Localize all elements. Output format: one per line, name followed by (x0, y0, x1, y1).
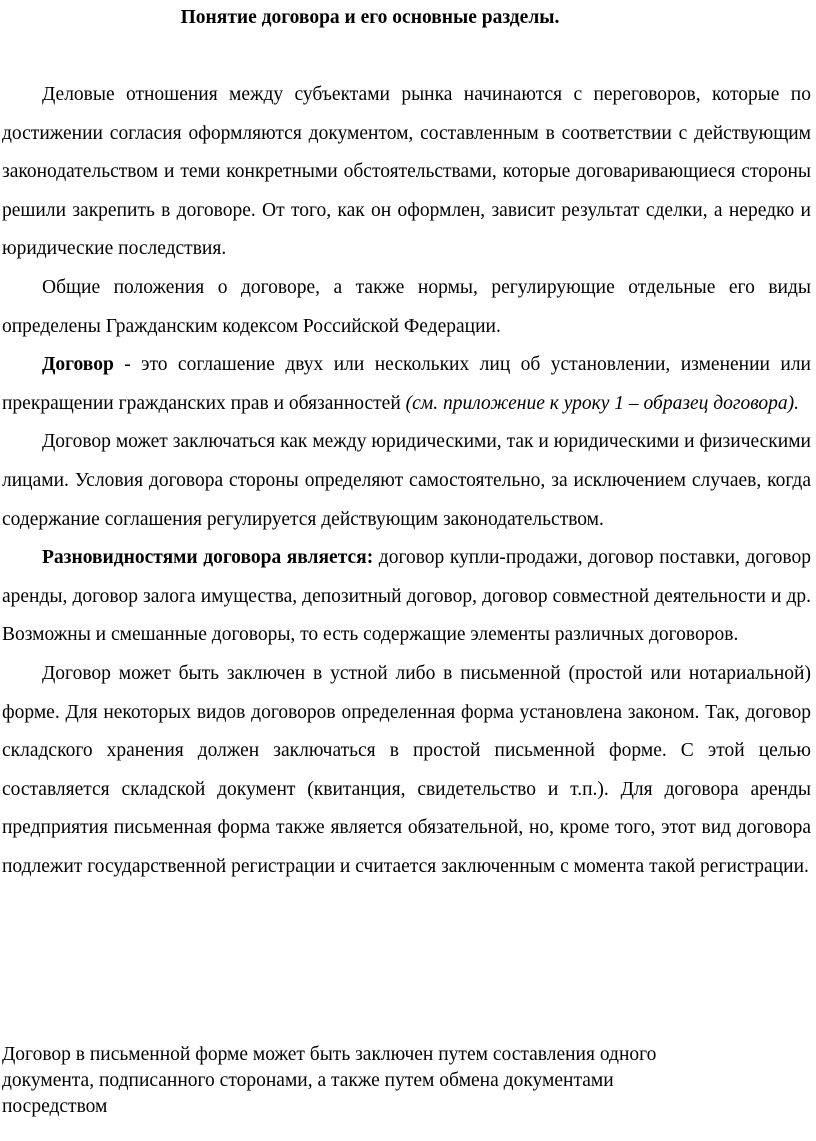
term-contract-types: Разновидностями договора является: (42, 547, 374, 569)
appendix-note: (см. приложение к уроку 1 – образец договора). (405, 392, 800, 414)
definition-text: - это соглашение двух или нескольких лиц об установлении, изменении или прекращении гражданских прав и обязанностей (2, 354, 811, 414)
contract-types-text: договор купли-продажи, договор поставки, договор аренды, договор залога имущества, депозитный договор, договор совместной деятельности и др. Возможны и смешанные договоры, то есть содержащие элементы различных договоров. (2, 547, 811, 646)
paragraph-general-provisions: Общие положения о договоре, а также нормы, регулирующие отдельные его виды определены Гражданским кодексом Российской Федерации. (2, 276, 811, 337)
paragraph-contract-parties: Договор может заключаться как между юридическими, так и юридическими и физическими лицами. Условия договора стороны определяют самостоятельно, за исключением случаев, когда содержание соглашения регулируется действующим законодательством. (2, 431, 811, 530)
tail-line-1: Договор в письменной форме может быть заключен путем составления одного (2, 1044, 657, 1065)
paragraph-contract-types (2, 539, 811, 655)
document-body (2, 76, 811, 886)
paragraph-contract-definition (2, 346, 811, 423)
document-tail (2, 1042, 811, 1120)
tail-line-3: посредством (2, 1096, 108, 1117)
term-contract: Договор (42, 354, 114, 376)
document-title: Понятие договора и его основные разделы. (180, 7, 560, 28)
paragraph-contract-form: Договор может быть заключен в устной либо в письменной (простой или нотариальной) форме. Для некоторых видов договоров определенная форма установлена законом. Так, договор складского хранения должен заключаться в простой письменной форме. С этой целью составляется складской документ (квитанция, свидетельство и т.п.). Для договора аренды предприятия письменная форма также является обязательной, но, кроме того, этот вид договора подлежит государственной регистрации и считается заключенным с момента такой регистрации. (2, 662, 811, 877)
tail-line-2: документа, подписанного сторонами, а также путем обмена документами (2, 1070, 614, 1091)
paragraph-business-relations: Деловые отношения между субъектами рынка начинаются с переговоров, которые по достижении согласия оформляются документом, составленным в соответствии с действующим законодательством и теми конкретными обстоятельствами, которые договаривающиеся стороны решили закрепить в договоре. От того, как он оформлен, зависит результат сделки, а нередко и юридические последствия. (2, 84, 811, 260)
